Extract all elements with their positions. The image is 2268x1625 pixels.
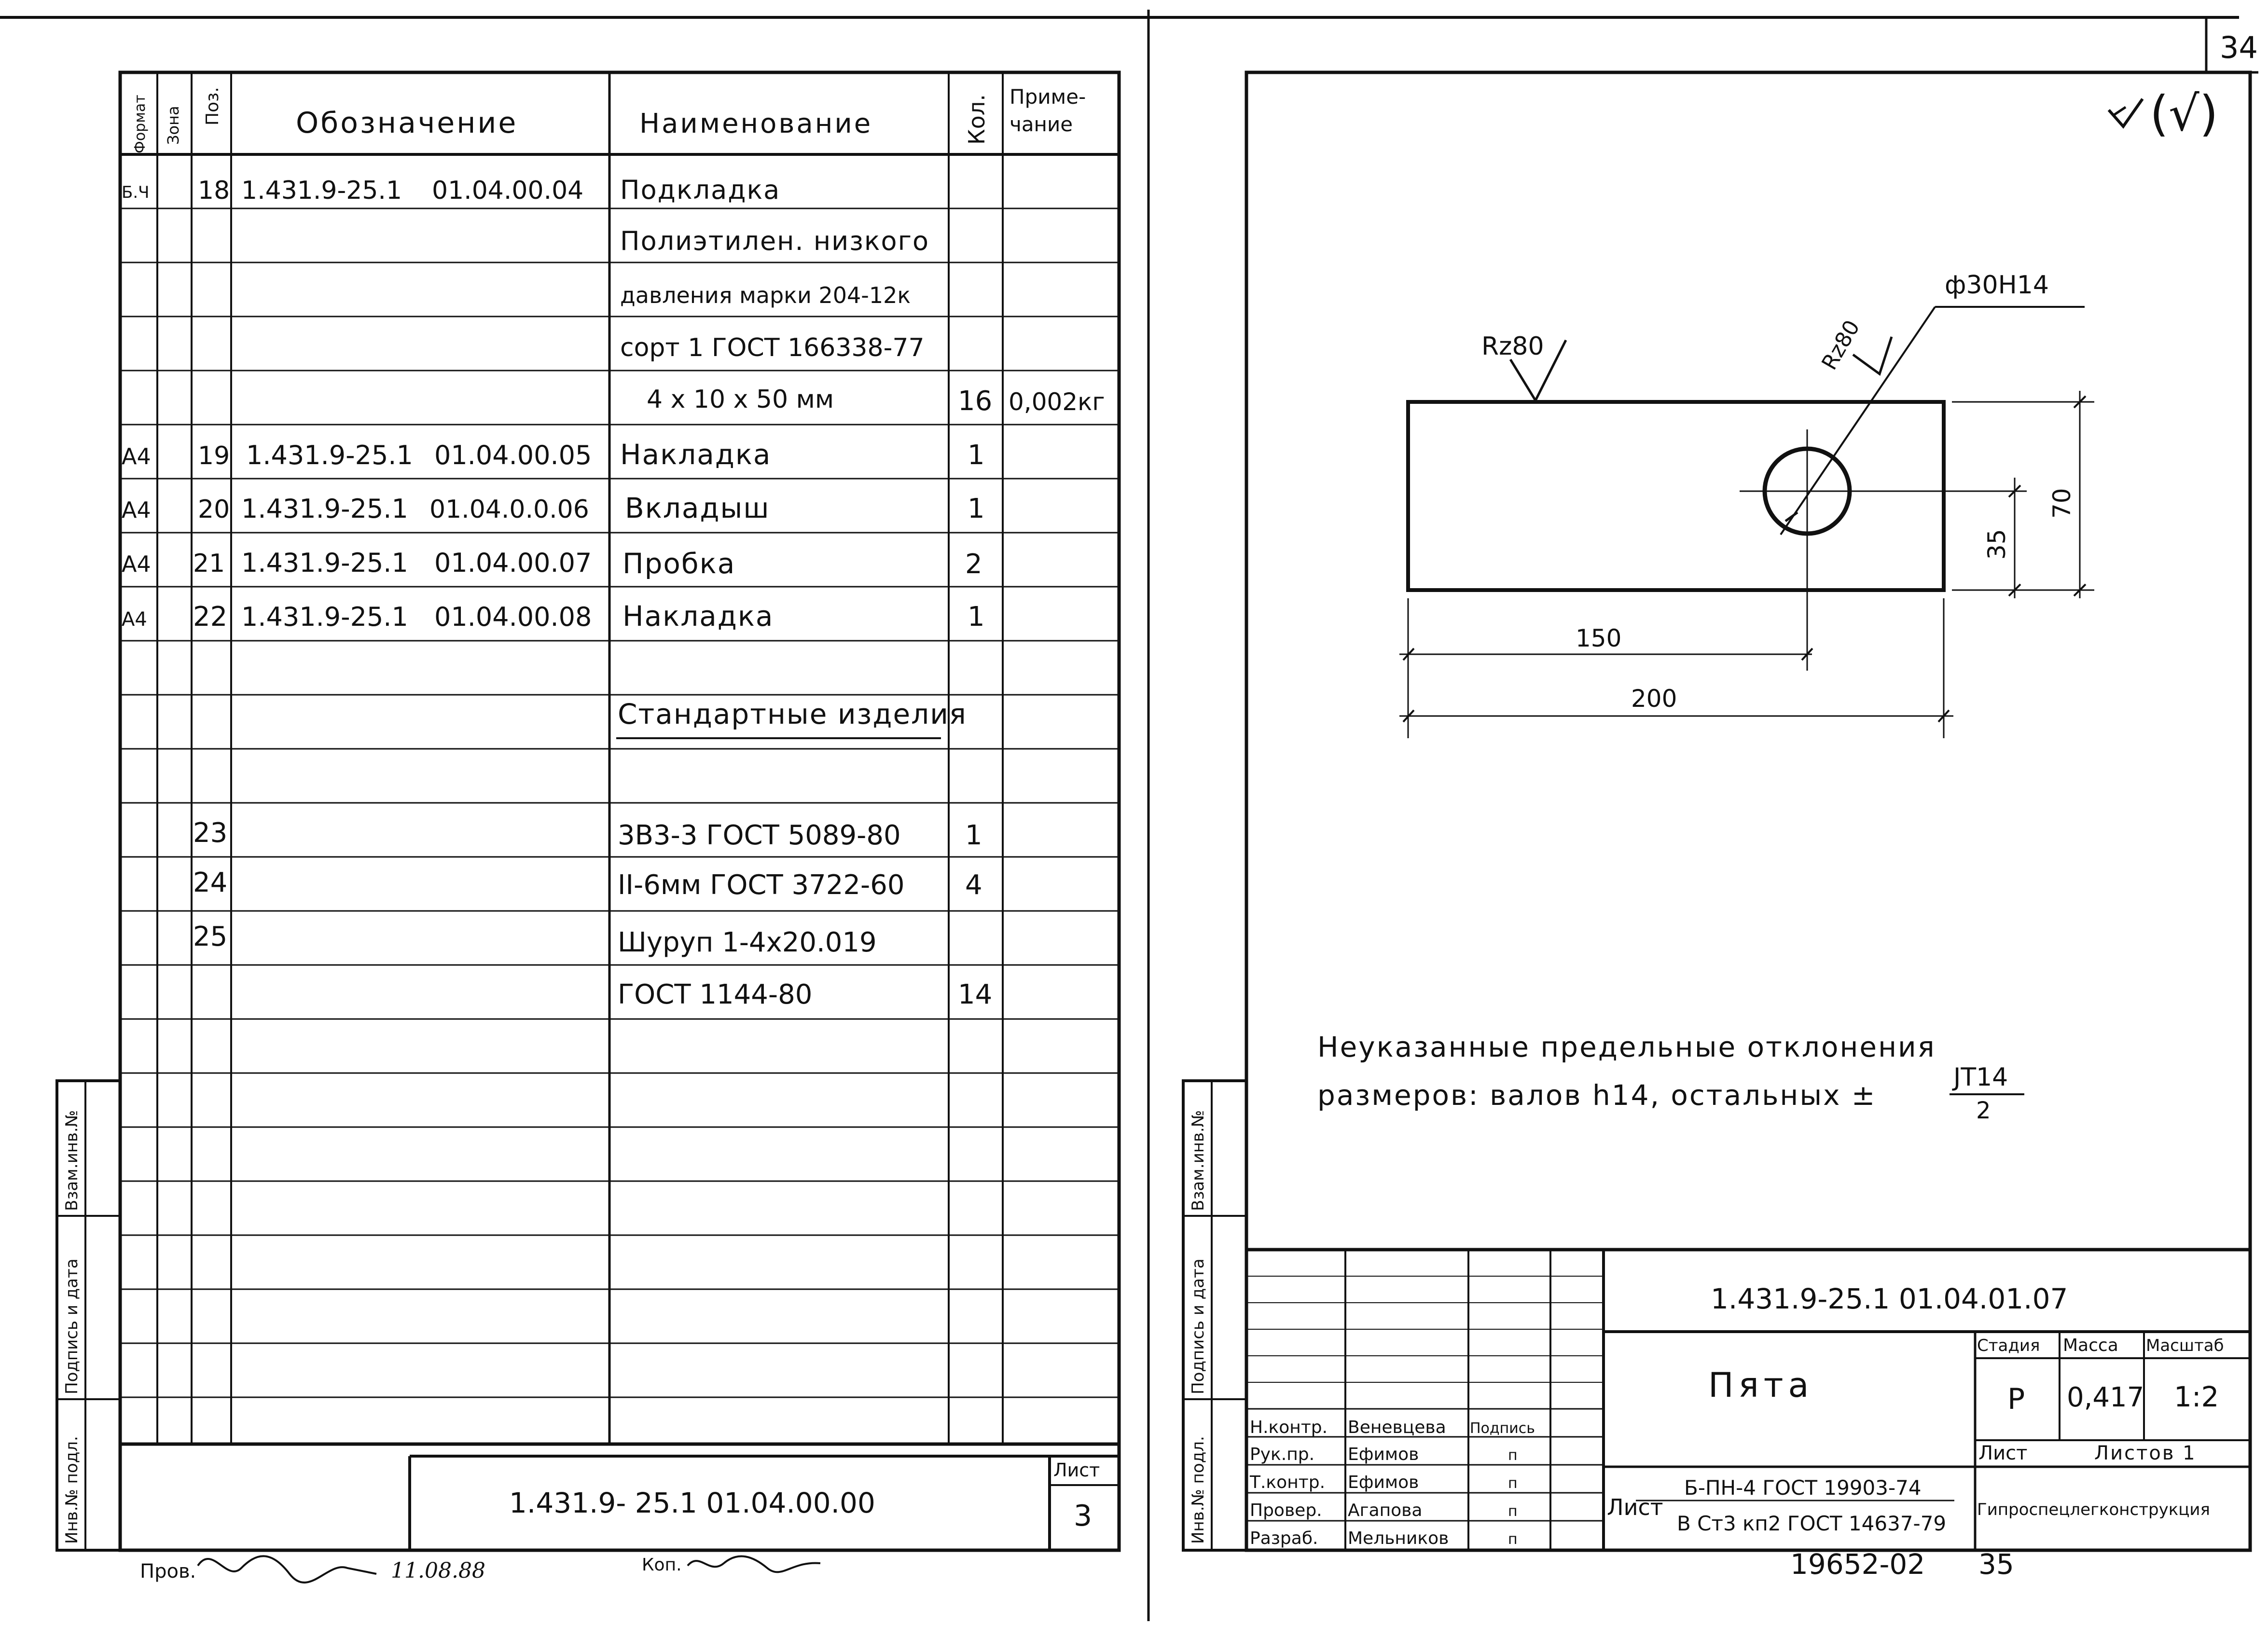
row-qty: 1	[968, 601, 985, 633]
row-doc: 1.431.9-25.1	[241, 494, 408, 524]
header-pos: Поз.	[203, 87, 222, 125]
header-note-line1: Приме-	[1010, 85, 1086, 109]
stamp-person-name: Ефимов	[1348, 1445, 1419, 1464]
page-number-bottom: 35	[1978, 1548, 2014, 1581]
row-format: А4	[122, 497, 151, 523]
footer-check-date: 11.08.88	[391, 1558, 485, 1583]
table-row	[193, 817, 982, 851]
header-name: Наименование	[639, 108, 873, 139]
right-strip-label-inv: Инв.№ подл.	[1189, 1436, 1208, 1544]
stamp-role: Разраб.	[1250, 1529, 1318, 1548]
table-row	[122, 600, 985, 633]
stamp-stage-label: Стадия	[1977, 1336, 2040, 1355]
stamp-title: Пята	[1708, 1365, 1814, 1405]
header-qty: Кол.	[964, 94, 990, 145]
row-format: Б.Ч	[122, 183, 150, 202]
tolerance-fraction-denominator: 2	[1976, 1097, 1991, 1124]
footer-check-signature	[198, 1556, 376, 1583]
row-format: А4	[122, 551, 151, 577]
row-name: 3В3-3 ГОСТ 5089-80	[618, 820, 901, 851]
row-pos: 18	[198, 176, 230, 205]
tolerance-note-line2: размеров: валов h14, остальных ±	[1317, 1079, 1877, 1112]
dimension-150: 150	[1576, 624, 1622, 652]
table-row	[620, 226, 929, 256]
row-qty: 1	[968, 493, 985, 524]
table-row	[647, 385, 1105, 417]
row-name: Полиэтилен. низкого	[620, 226, 929, 256]
stamp-doc-number: 1.431.9-25.1 01.04.01.07	[1711, 1282, 2068, 1315]
header-zone: Зона	[164, 106, 182, 145]
archive-number: 19652-02	[1790, 1548, 1925, 1581]
stamp-person-sign: п	[1508, 1503, 1518, 1520]
table-row	[620, 282, 911, 308]
header-note-line2: чание	[1010, 112, 1073, 136]
stamp-mass-value: 0,417	[2067, 1382, 2144, 1413]
right-strip-label-replace: Взам.инв.№	[1189, 1110, 1208, 1211]
row-name: Шуруп 1-4х20.019	[618, 927, 877, 958]
left-strip-label-sign: Подпись и дата	[62, 1258, 82, 1394]
stamp-scale-label: Масштаб	[2146, 1336, 2224, 1355]
left-stamp-sheet-label: Лист	[1053, 1460, 1100, 1481]
stamp-person-sign: п	[1508, 1531, 1518, 1548]
sheet-number-top: 34	[2220, 30, 2258, 65]
row-doc: 1.431.9-25.1	[241, 602, 408, 632]
stamp-stage-value: Р	[2007, 1382, 2025, 1416]
stamp-material-top: Б-ПН-4 ГОСТ 19903-74	[1684, 1476, 1922, 1500]
row-name: ГОСТ 1144-80	[618, 979, 813, 1010]
row-pos: 19	[198, 441, 230, 470]
table-row	[122, 175, 780, 205]
stamp-person-name: Ефимов	[1348, 1473, 1419, 1492]
stamp-role: Т.контр.	[1250, 1473, 1326, 1492]
hole-callout: ф30Н14	[1945, 271, 2049, 300]
stamp-person-sign: п	[1508, 1447, 1518, 1464]
stamp-role: Н.контр.	[1250, 1418, 1328, 1437]
table-row	[620, 333, 925, 362]
row-name: сорт 1 ГОСТ 166338-77	[620, 333, 925, 362]
row-doc: 1.431.9-25.1	[241, 176, 402, 205]
stamp-scale-value: 1:2	[2174, 1380, 2219, 1413]
row-code: 01.04.00.05	[434, 440, 592, 470]
table-row	[193, 921, 877, 958]
stamp-person-name: Агапова	[1348, 1501, 1423, 1520]
row-pos: 21	[193, 549, 225, 578]
row-qty: 4	[965, 869, 982, 901]
row-name: Накладка	[622, 600, 774, 633]
tolerance-fraction-numerator: JT14	[1953, 1063, 2008, 1092]
stamp-role: Провер.	[1250, 1501, 1322, 1520]
stamp-material-prefix: Лист	[1607, 1494, 1663, 1520]
roughness-surface-label: Rz80	[1481, 332, 1544, 361]
header-format: Формат	[132, 95, 149, 153]
row-code: 01.04.00.08	[434, 602, 592, 632]
stamp-sheets-label: Листов 1	[2094, 1442, 2197, 1464]
section-heading: Стандартные изделия	[618, 698, 967, 730]
row-name: Вкладыш	[625, 492, 770, 524]
row-qty: 16	[958, 386, 993, 417]
dimension-35: 35	[1983, 529, 2011, 560]
dimension-70: 70	[2048, 488, 2076, 519]
header-designation: Обозначение	[296, 106, 518, 140]
row-doc: 1.431.9-25.1	[241, 548, 408, 578]
row-qty: 1	[965, 820, 982, 851]
row-name: Накладка	[620, 438, 772, 471]
general-roughness: (√)	[2150, 85, 2218, 142]
right-frame	[1246, 72, 2250, 1550]
row-name: II-6мм ГОСТ 3722-60	[618, 869, 905, 901]
table-row	[122, 547, 982, 580]
part-drawing	[1399, 99, 2143, 1094]
row-doc: 1.431.9-25.1	[246, 440, 413, 470]
left-strip-label-inv: Инв.№ подл.	[62, 1436, 82, 1544]
row-pos: 25	[193, 921, 228, 952]
row-pos: 24	[193, 867, 228, 898]
stamp-person-name: Мельников	[1348, 1529, 1449, 1548]
footer-check-label: Пров.	[140, 1560, 196, 1583]
row-code: 01.04.00.07	[434, 548, 592, 578]
row-qty: 1	[968, 440, 985, 471]
table-row	[618, 979, 992, 1010]
stamp-signature-header: Подпись	[1470, 1420, 1535, 1437]
row-pos: 23	[193, 817, 228, 849]
table-row	[193, 867, 982, 901]
stamp-sheet-label: Лист	[1978, 1442, 2028, 1464]
table-row	[122, 438, 985, 471]
stamp-person-sign: п	[1508, 1475, 1518, 1492]
row-pos: 20	[198, 495, 230, 524]
row-pos: 22	[193, 601, 228, 633]
row-name: 4 х 10 х 50 мм	[647, 385, 834, 414]
row-name: Пробка	[622, 547, 736, 580]
table-row	[122, 492, 985, 524]
row-qty: 14	[958, 979, 993, 1010]
spec-table-frame	[120, 72, 1119, 1550]
spec-rows	[122, 175, 1105, 1010]
row-format: А4	[122, 443, 151, 469]
stamp-role: Рук.пр.	[1250, 1445, 1315, 1464]
dimension-200: 200	[1631, 685, 1677, 713]
right-strip-label-sign: Подпись и дата	[1189, 1258, 1208, 1394]
stamp-mass-label: Масса	[2063, 1336, 2118, 1355]
stamp-material-bottom: В Ст3 кп2 ГОСТ 14637-79	[1677, 1512, 1947, 1535]
row-note: 0,002кг	[1009, 388, 1105, 416]
row-name: давления марки 204-12к	[620, 282, 911, 308]
left-strip-label-replace: Взам.инв.№	[62, 1110, 82, 1211]
row-format: А4	[122, 608, 147, 631]
stamp-organization: Гипроспецлегконструкция	[1977, 1500, 2210, 1519]
tolerance-note-line1: Неуказанные предельные отклонения	[1317, 1031, 1936, 1063]
left-stamp-sheet-number: 3	[1074, 1499, 1093, 1533]
stamp-person-name: Веневцева	[1348, 1418, 1446, 1437]
footer-copy-label: Коп.	[642, 1555, 682, 1575]
row-code: 01.04.0.0.06	[429, 495, 589, 524]
row-qty: 2	[965, 549, 982, 580]
roughness-hole-label: Rz80	[1817, 316, 1865, 374]
row-code: 01.04.00.04	[432, 176, 584, 205]
left-stamp-doc-number: 1.431.9- 25.1 01.04.00.00	[509, 1487, 875, 1519]
table-row	[618, 698, 967, 730]
footer-copy-signature	[688, 1556, 820, 1572]
title-block	[1249, 1282, 2224, 1548]
row-name: Подкладка	[620, 175, 781, 205]
